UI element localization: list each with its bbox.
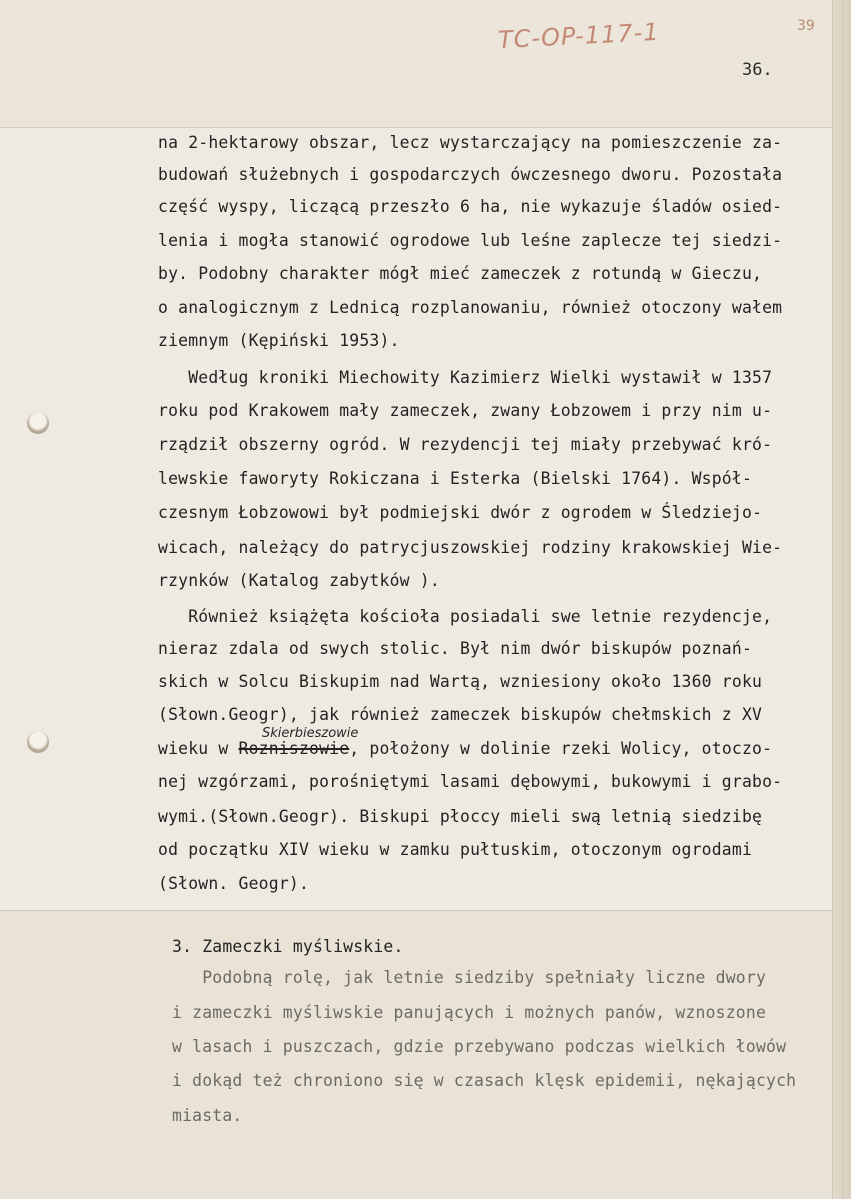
- text-line: roku pod Krakowem mały zameczek, zwany Łobzowem i przy nim u-: [158, 401, 773, 420]
- page-edge-line: [842, 0, 843, 1199]
- text-line: od początku XIV wieku w zamku pułtuskim, otoczonym ogrodami: [158, 840, 753, 859]
- text-line: nej wzgórzami, porośniętymi lasami dębowymi, bukowymi i grabo-: [158, 772, 783, 791]
- handwritten-correction: Skierbieszowie: [262, 726, 359, 741]
- text-line: wymi.(Słown.Geogr). Biskupi płoccy mieli swą letnią siedzibę: [158, 807, 763, 826]
- text-line: na 2-hektarowy obszar, lecz wystarczający na pomieszczenie za-: [158, 133, 783, 152]
- text-line: rzynków (Katalog zabytków ).: [158, 571, 440, 590]
- text-line: o analogicznym z Lednicą rozplanowaniu, również otoczony wałem: [158, 298, 783, 317]
- handwritten-signature: TC-OP-117-1: [497, 17, 661, 55]
- text-line: nieraz zdala od swych stolic. Był nim dwór biskupów poznań-: [158, 639, 753, 658]
- text-line: skich w Solcu Biskupim nad Wartą, wzniesiony około 1360 roku: [158, 672, 763, 691]
- text-line: lenia i mogła stanowić ogrodowe lub leśne zaplecze tej siedzi-: [158, 231, 783, 250]
- struck-out-word: Rozniszowie: [238, 739, 350, 758]
- punch-hole-lower: [27, 731, 49, 753]
- punch-hole-upper: [27, 412, 49, 434]
- text-line: (Słown.Geogr), jak również zameczek biskupów chełmskich z XV: [158, 705, 763, 724]
- text-line: w lasach i puszczach, gdzie przebywano podczas wielkich łowów: [172, 1037, 787, 1056]
- text-line: budowań służebnych i gospodarczych ówczesnego dworu. Pozostała: [158, 165, 783, 184]
- text-line: Podobną rolę, jak letnie siedziby spełniały liczne dwory: [172, 968, 767, 987]
- text-line: i zameczki myśliwskie panujących i możnych panów, wznoszone: [172, 1003, 767, 1022]
- text-line: część wyspy, liczącą przeszło 6 ha, nie wykazuje śladów osied-: [158, 197, 783, 216]
- text-line: czesnym Łobzowowi był podmiejski dwór z ogrodem w Śledziejo-: [158, 503, 763, 522]
- text-line: Również książęta kościoła posiadali swe letnie rezydencje,: [158, 607, 773, 626]
- page-number: 36.: [742, 60, 773, 80]
- section-heading: 3. Zameczki myśliwskie.: [172, 937, 404, 956]
- text-line: by. Podobny charakter mógł mieć zameczek z rotundą w Gieczu,: [158, 264, 763, 283]
- text-line-with-correction: wieku w Rozniszowie, położony w dolinie rzeki Wolicy, otoczo-: [158, 739, 773, 758]
- text-line: (Słown. Geogr).: [158, 874, 310, 893]
- folio-number: 39: [797, 18, 815, 34]
- text-line: i dokąd też chroniono się w czasach klęsk epidemii, nękających: [172, 1071, 797, 1090]
- text-line: miasta.: [172, 1106, 243, 1125]
- text-line: ziemnym (Kępiński 1953).: [158, 331, 400, 350]
- text-line: Według kroniki Miechowity Kazimierz Wielki wystawił w 1357: [158, 368, 773, 387]
- text-line: wicach, należący do patrycjuszowskiej rodziny krakowskiej Wie-: [158, 538, 783, 557]
- text-line: lewskie faworyty Rokiczana i Esterka (Bielski 1764). Współ-: [158, 469, 753, 488]
- text-line: rządził obszerny ogród. W rezydencji tej miały przebywać kró-: [158, 435, 773, 454]
